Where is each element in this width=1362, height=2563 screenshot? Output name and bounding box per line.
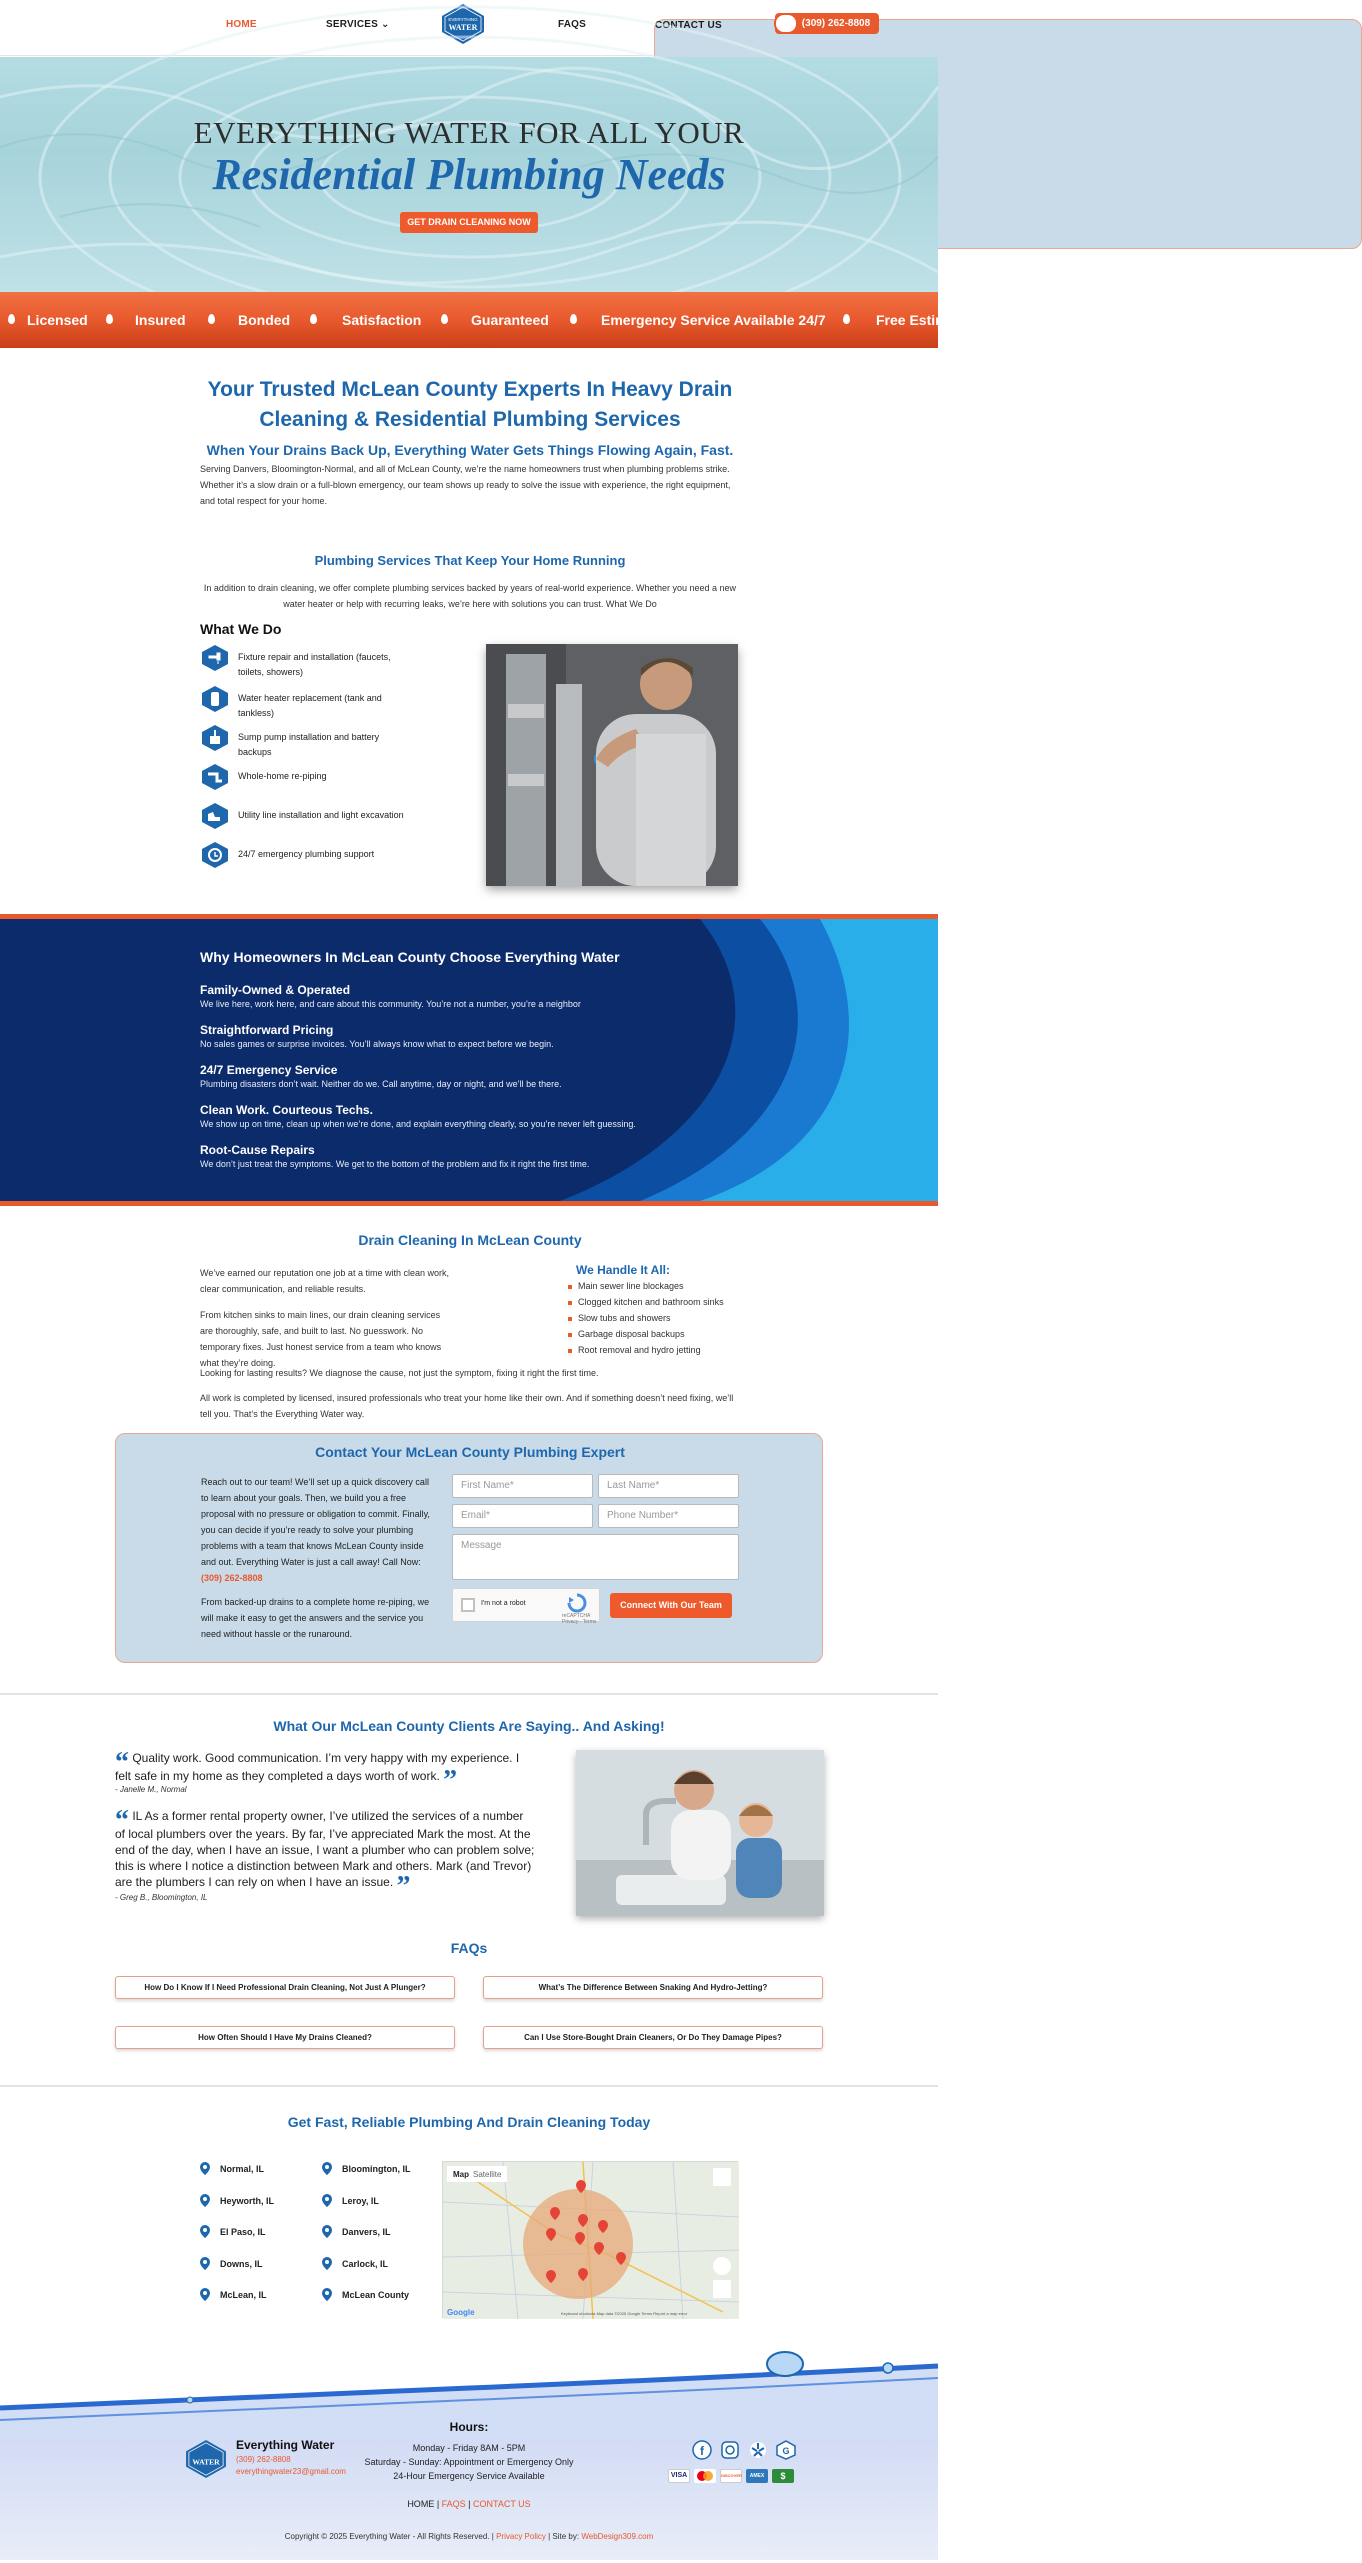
intro-heading: Your Trusted McLean County Experts In Heavy Drain Cleaning & Residential Plumbing Services [207,378,733,431]
droplet-icon [843,314,850,324]
amex-card-icon [746,2469,768,2483]
service-item [200,644,420,677]
why-item-title: Root-Cause Repairs [200,1143,315,1157]
site-by-text: | Site by: [548,2532,580,2541]
city-label: Heyworth, IL [220,2196,275,2206]
service-item [200,763,420,793]
city-label: Leroy, IL [342,2196,379,2206]
nav-faqs-link[interactable]: FAQS [558,19,587,30]
why-item-desc: We show up on time, clean up when we’re done, and explain everything clearly, so you’re never left guessing. [200,1119,636,1129]
water-heater-icon [200,685,230,713]
logo-top-text: EVERYTHING [448,17,478,22]
hero-line-1: EVERYTHING WATER FOR ALL YOUR [193,115,745,150]
city-label: Carlock, IL [342,2259,389,2269]
svg-text:G: G [782,2446,790,2456]
droplet-icon [570,314,577,324]
map-footer: Keyboard shortcuts Map data ©2025 Google Terms Report a map error [561,2311,688,2316]
recaptcha-label: I'm not a robot [481,1600,526,1607]
ticker-item: Bonded [238,312,291,328]
service-label: Whole-home re-piping [238,771,327,781]
service-label: 24/7 emergency plumbing support [238,849,375,859]
service-label: Fixture repair and installation (faucets, toilets, showers) [238,652,391,677]
nav-services-label: SERVICES [326,19,378,30]
testimonial-text: Quality work. Good communication. I’m very happy with my experience. I felt safe in my home as they completed a days worth of work. [115,1751,520,1783]
why-item-desc: No sales games or surprise invoices. You’ll always know what to expect before we begin. [200,1039,554,1049]
location-pin-icon [322,2288,332,2301]
facebook-icon[interactable] [692,2440,712,2460]
service-item [200,724,420,757]
close-quote-icon: ” [443,1765,458,1796]
google-logo: Google [447,2308,475,2317]
why-item-title: Family-Owned & Operated [200,983,351,997]
contact-paragraph-2: From backed-up drains to a complete home re-piping, we will make it easy to get the answers and the service you need without hassle or the runaround. [201,1597,430,1639]
cash-label: $ [780,2471,786,2481]
services-paragraph: In addition to drain cleaning, we offer complete plumbing services backed by years of real-world experience. Whether you need a new water heater or help with recurring leaks, we’re here with solutions you can trust. What We Do [203,583,737,609]
discover-label: DISCOVER [721,2473,742,2478]
svg-text:WATER: WATER [448,23,478,32]
mastercard-icon [694,2469,716,2483]
ticker-item: Free Estim [876,312,948,328]
faq-item[interactable]: How Often Should I Have My Drains Cleaned? [115,2026,455,2049]
drain-paragraph: All work is completed by licensed, insured professionals who treat your home like their own. And if something doesn’t need fixing, we’ll tell you. That’s the Everything Water way. [200,1393,734,1419]
testimonials-heading: What Our McLean County Clients Are Saying.. And Asking! [273,1718,665,1734]
intro-subheading: When Your Drains Back Up, Everything Water Gets Things Flowing Again, Fast. [206,442,734,458]
visa-label: VISA [670,2472,688,2479]
why-choose-us-band [0,914,938,1206]
footer-home-link[interactable]: HOME [407,2499,435,2509]
why-heading: Why Homeowners In McLean County Choose Everything Water [200,949,620,965]
droplet-icon [208,314,215,324]
why-item-title: Clean Work. Courteous Techs. [200,1103,373,1117]
handle-list-item: Clogged kitchen and bathroom sinks [568,1297,724,1307]
hours-line: 24-Hour Emergency Service Available [393,2471,545,2481]
service-item [200,841,420,871]
location-pin-icon [200,2257,210,2270]
get-drain-cleaning-button[interactable]: GET DRAIN CLEANING NOW [400,212,538,233]
service-label: Water heater replacement (tank and tankless) [238,693,382,718]
location-pin-icon [200,2288,210,2301]
location-pin-icon [322,2194,332,2207]
faucet-icon [200,644,230,672]
handle-it-all-heading: We Handle It All: [576,1263,671,1277]
hero-banner [0,57,938,292]
footer-contact-link[interactable]: CONTACT US [473,2499,531,2509]
privacy-policy-link[interactable]: Privacy Policy [496,2532,546,2541]
divider [0,2085,938,2087]
location-pin-icon [200,2162,210,2175]
service-item [200,685,420,718]
why-item-desc: We live here, work here, and care about this community. You’re not a number, you’re a neighbor [200,999,581,1009]
trust-ticker [0,292,948,348]
sump-pump-icon [200,724,230,752]
visa-card-icon [668,2469,690,2483]
excavator-icon [200,802,230,830]
why-item-title: 24/7 Emergency Service [200,1063,338,1077]
contact-heading: Contact Your McLean County Plumbing Expert [315,1444,625,1460]
recaptcha-small-text: reCAPTCHA Privacy - Terms [562,1613,597,1625]
instagram-icon[interactable] [720,2440,740,2460]
hours-line: Monday - Friday 8AM - 5PM [412,2443,526,2453]
drain-paragraph: Looking for lasting results? We diagnose the cause, not just the symptom, fixing it right the first time. [200,1368,599,1378]
last-name-field[interactable]: Last Name* [598,1474,739,1498]
svg-text:WATER: WATER [192,2457,220,2467]
plumber-photo [486,644,738,886]
hours-heading: Hours: [449,2420,489,2434]
service-label: Sump pump installation and battery backups [238,732,380,757]
why-item-desc: Plumbing disasters don’t wait. Neither do we. Call anytime, day or night, and we’ll be there. [200,1079,562,1089]
city-label: McLean County [342,2290,410,2300]
ticker-item: Insured [135,312,186,328]
faq-item[interactable]: How Do I Know If I Need Professional Drain Cleaning, Not Just A Plunger? [115,1976,455,1999]
testimonial-author: - Greg B., Bloomington, IL [115,1893,208,1902]
map-tab-satellite[interactable]: Satellite [473,2170,502,2179]
ticker-item: Emergency Service Available 24/7 [601,312,826,328]
phone-icon [774,13,798,34]
contact-phone-link[interactable]: (309) 262-8808 [201,1573,263,1583]
map-canvas[interactable] [443,2162,739,2319]
location-pin-icon [200,2194,210,2207]
open-quote-icon: “ [115,1805,129,1836]
handle-list-item: Root removal and hydro jetting [568,1345,701,1355]
faq-heading: FAQs [450,1940,488,1956]
city-label: Normal, IL [220,2164,265,2174]
drain-paragraph: We’ve earned our reputation one job at a time with clean work, clear communication, and reliable results. [200,1268,449,1294]
emergency-icon [200,841,230,869]
chevron-down-icon: ⌄ [380,19,390,30]
ticker-item: Licensed [27,312,88,328]
hours-line: Saturday - Sunday: Appointment or Emergency Only [364,2457,574,2467]
intro-paragraph: Serving Danvers, Bloomington-Normal, and all of McLean County, we’re the name homeowners trust when plumbing problems strike. Whether it’s a slow drain or a full-blown emergency, our team shows up ready to solve the issue with experience, the right equipment, and total respect for your home. [200,464,731,506]
open-quote-icon: “ [115,1747,129,1778]
father-son-sink-photo [576,1750,824,1916]
water-wave-background [0,2350,938,2560]
why-item-title: Straightforward Pricing [200,1023,334,1037]
cash-icon [772,2469,794,2483]
recaptcha-widget [452,1588,600,1625]
nav-phone-label: (309) 262-8808 [801,18,871,29]
pipe-icon [200,763,230,791]
droplet-icon [8,314,15,324]
city-label: Bloomington, IL [342,2164,411,2174]
contact-intro-text: Reach out to our team! We’ll set up a quick discovery call to learn about your goals. Then, we build you a free proposal with no pressure or obligation to commit. Finally, you can decide if you’re ready to solve your plumbing problems with a team that knows McLean County inside and out. Everything Water is just a call away! Call Now: [201,1477,430,1567]
discover-card-icon [720,2469,742,2483]
footer [0,2350,938,2560]
copyright [0,2532,938,2541]
footer-email[interactable]: everythingwater23@gmail.com [236,2467,346,2476]
handle-list-item: Main sewer line blockages [568,1281,684,1291]
footer-phone[interactable]: (309) 262-8808 [236,2455,291,2464]
service-item [200,802,420,832]
droplet-icon [310,314,317,324]
footer-faqs-link[interactable]: FAQS [441,2499,466,2509]
first-name-field[interactable]: First Name* [452,1474,593,1498]
location-pin-icon [322,2225,332,2238]
city-label: Danvers, IL [342,2227,391,2237]
drain-paragraph: From kitchen sinks to main lines, our drain cleaning services are thoroughly, safe, and built to last. No guesswork. No temporary fixes. Just honest service from a team who knows what they’re doing. [200,1310,442,1368]
phone-field[interactable]: Phone Number* [598,1504,739,1528]
droplet-icon [441,314,448,324]
close-quote-icon: ” [396,1871,411,1902]
yelp-icon[interactable] [748,2440,768,2460]
svg-text:f: f [700,2444,704,2458]
connect-button[interactable]: Connect With Our Team [610,1593,732,1618]
testimonial-author: - Janelle M., Normal [115,1785,187,1794]
service-label: Utility line installation and light excavation [238,810,404,820]
ticker-item: Satisfaction [342,312,422,328]
designer-link[interactable]: WebDesign309.com [581,2532,654,2541]
nextdoor-icon[interactable] [776,2440,796,2460]
email-field[interactable]: Email* [452,1504,593,1528]
why-item-desc: We don’t just treat the symptoms. We get to the bottom of the problem and fix it right the first time. [200,1159,590,1169]
location-pin-icon [322,2162,332,2175]
droplet-icon [106,314,113,324]
amex-label: AMEX [749,2473,765,2479]
contact-paragraph [201,1474,436,1586]
city-label: McLean, IL [220,2290,267,2300]
services-heading: Plumbing Services That Keep Your Home Running [314,553,626,568]
location-pin-icon [200,2225,210,2238]
ticker-item: Guaranteed [471,312,549,328]
hero-line-2: Residential Plumbing Needs [212,150,726,199]
service-area-map[interactable] [442,2161,738,2318]
faq-item[interactable]: Can I Use Store-Bought Drain Cleaners, Or Do They Damage Pipes? [483,2026,823,2049]
city-label: Downs, IL [220,2259,263,2269]
nav-contact-link[interactable]: CONTACT US [654,19,1362,249]
recaptcha-checkbox[interactable] [461,1598,475,1612]
footer-links: HOME | FAQS | CONTACT US [407,2499,531,2509]
handle-list-item: Garbage disposal backups [568,1329,685,1339]
message-field[interactable]: Message [452,1534,739,1580]
what-we-do-heading: What We Do [200,621,282,637]
city-label: El Paso, IL [220,2227,266,2237]
nav-services-link[interactable] [326,19,390,30]
contact-form-card [115,1433,823,1663]
faq-item[interactable]: What’s The Difference Between Snaking And Hydro-Jetting? [483,1976,823,1999]
testimonial-text: IL As a former rental property owner, I’ve utilized the services of a number of local plumbers over the years. By far, I’ve appreciated Mark the most. At the end of the day, when I have an issue, I want a plumber who can problem solve; this is where I notice a distinction between Mark and others. Mark (and Trevor) are the plumbers I can rely on when I have an issue. [115,1809,535,1889]
nav-home-link[interactable]: HOME [226,19,257,30]
divider [0,1693,938,1695]
handle-list-item: Slow tubs and showers [568,1313,671,1323]
recaptcha-icon [567,1593,587,1613]
map-tab-map[interactable]: Map [453,2170,469,2179]
drain-heading: Drain Cleaning In McLean County [358,1232,582,1248]
location-pin-icon [322,2257,332,2270]
copyright-text: Copyright © 2025 Everything Water - All Rights Reserved. | [284,2532,494,2541]
footer-brand: Everything Water [236,2438,335,2452]
service-area-heading: Get Fast, Reliable Plumbing And Drain Cleaning Today [287,2114,651,2130]
